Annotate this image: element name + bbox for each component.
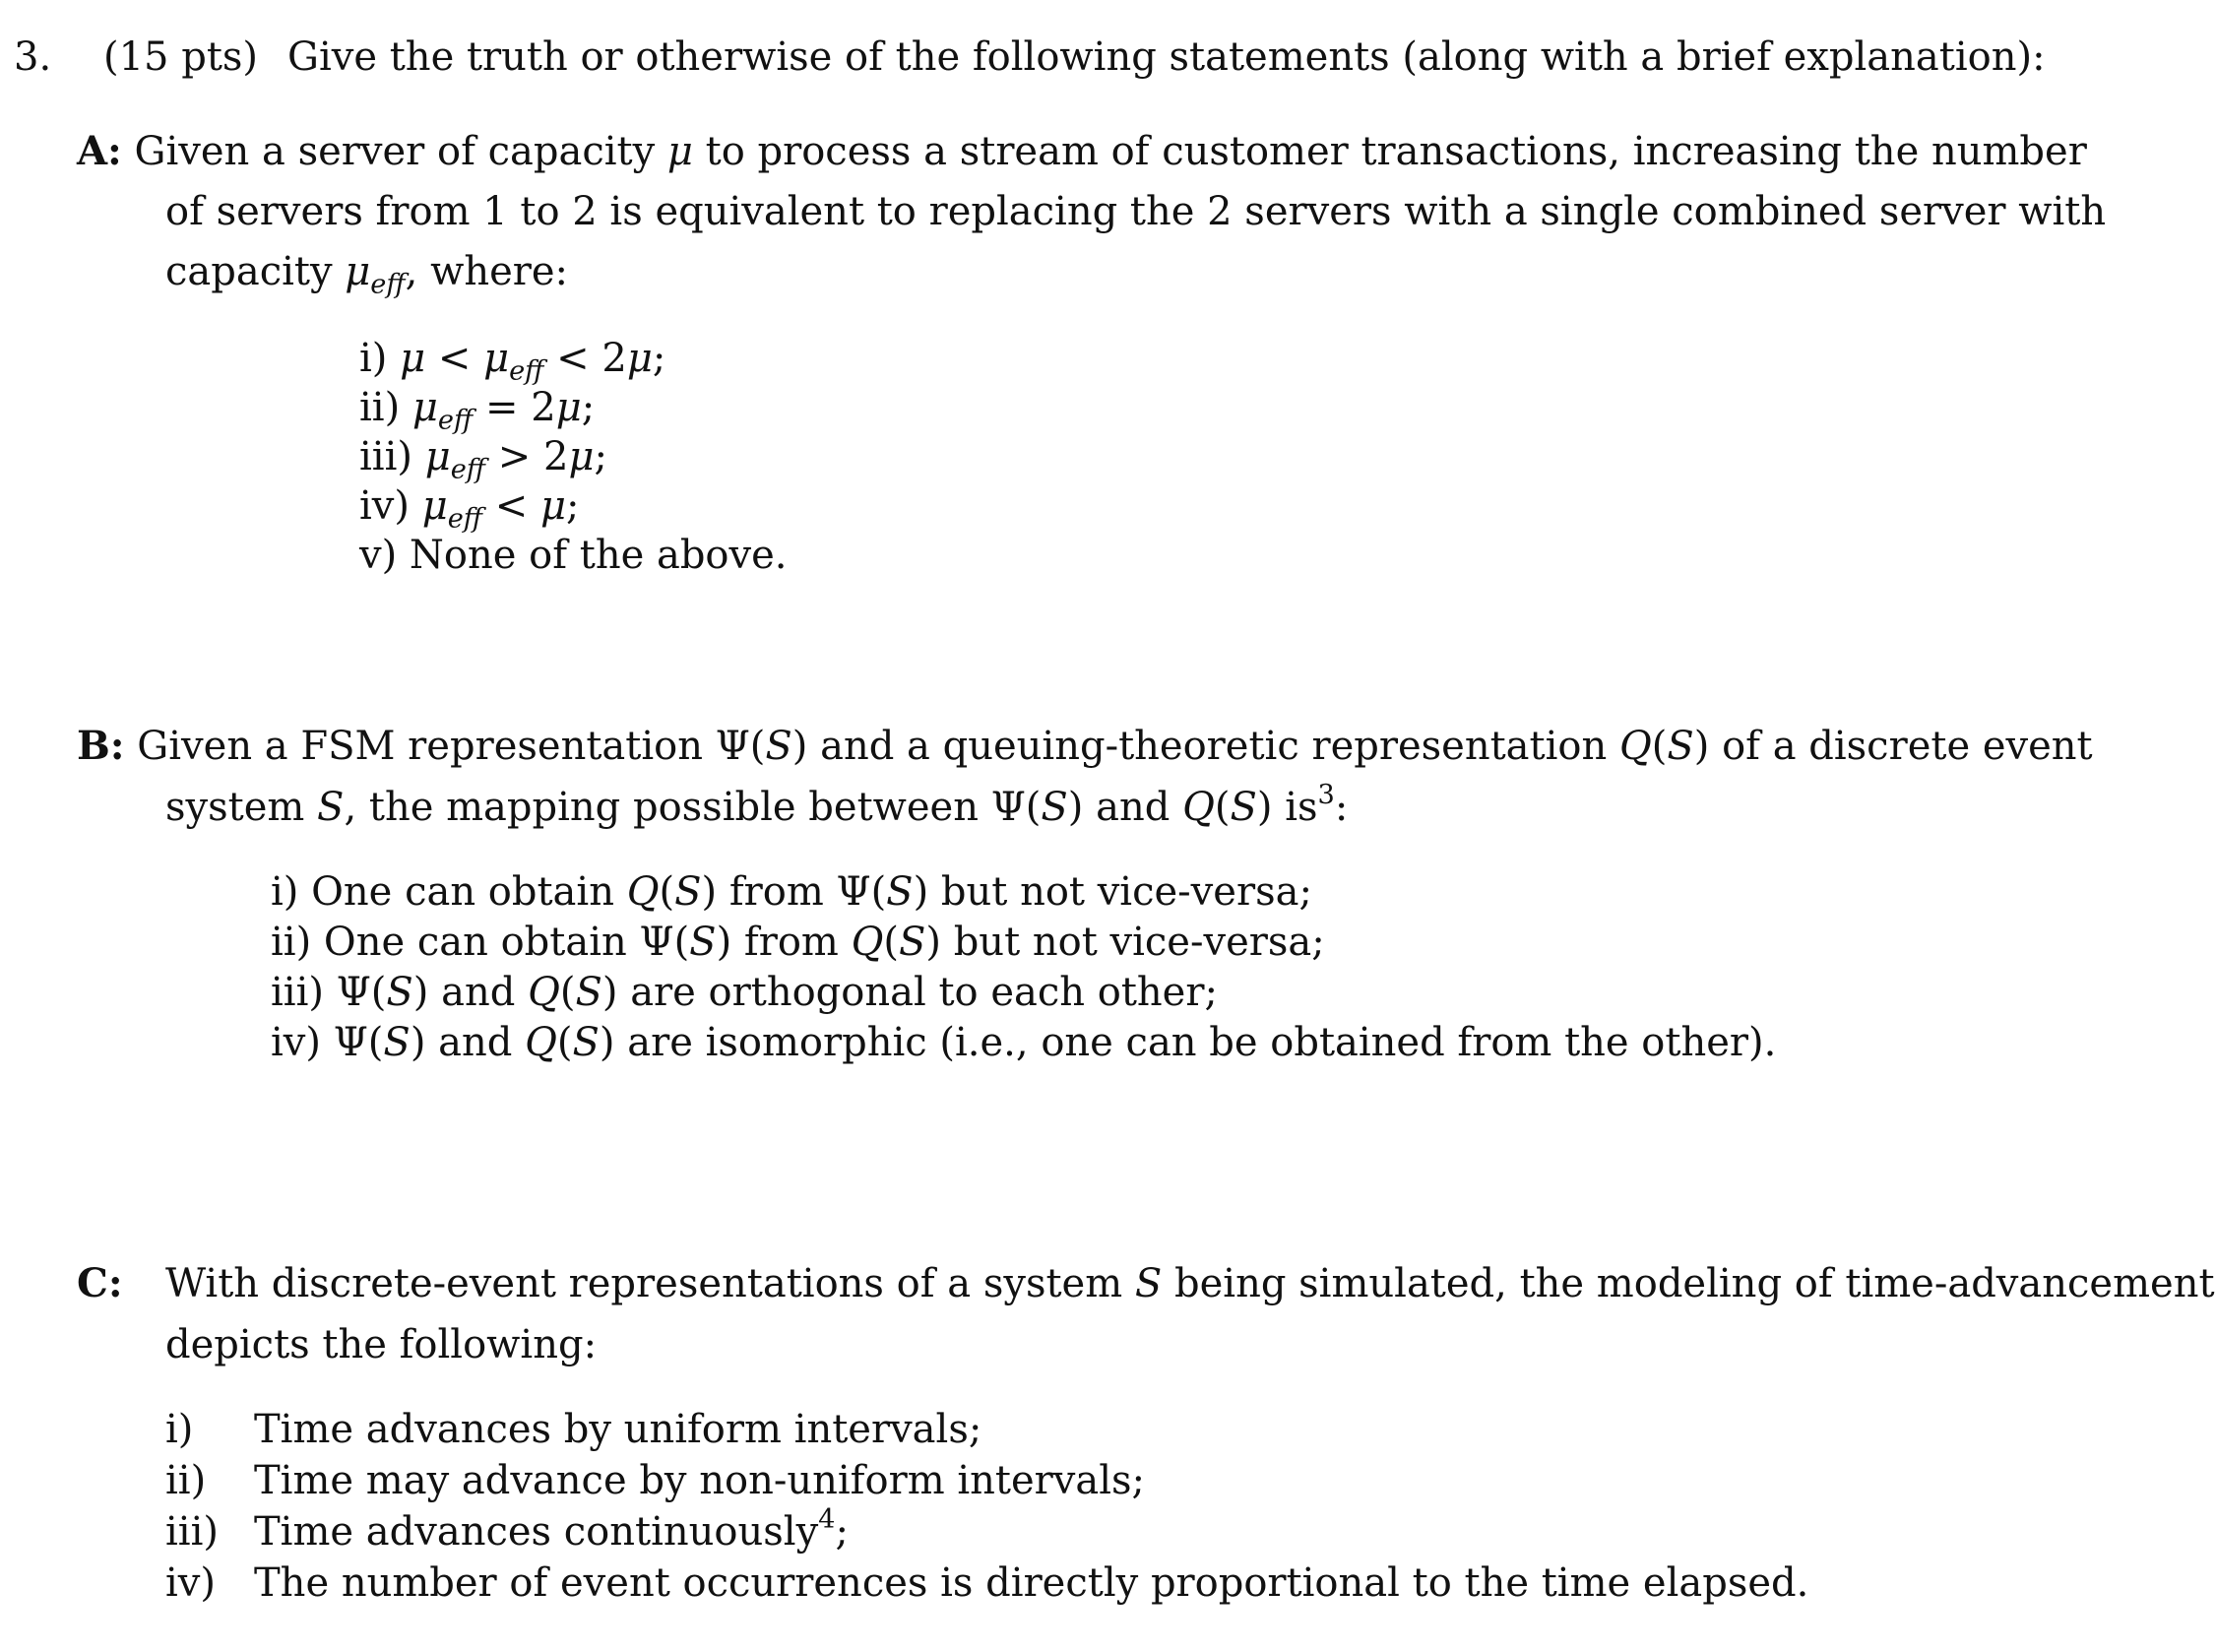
part-a-option-2: ii) $\mu_{eff} = 2\mu$; xyxy=(359,385,596,436)
part-c-label: C: xyxy=(77,1260,123,1306)
part-c-option-2-text: Time may advance by non-uniform intervals; xyxy=(254,1458,1145,1503)
part-b-option-2: ii) One can obtain Ψ(S) from Q(S) but not vice-versa; xyxy=(271,920,1325,965)
question-number: 3. xyxy=(14,34,52,80)
footnote-marker: 4 xyxy=(818,1504,836,1536)
part-c-option-2-label: ii) xyxy=(165,1458,207,1503)
part-a-label: A: xyxy=(77,128,122,174)
part-a-text: , where: xyxy=(405,249,569,294)
part-b-label: B: xyxy=(77,723,125,769)
part-a-option-1: i) $\mu < \mu_{eff} < 2\mu$; xyxy=(359,336,666,387)
part-c-line-1: With discrete-event representations of a system S being simulated, the modeling of time-advancement xyxy=(165,1261,2215,1306)
part-b-line-1: B: Given a FSM representation Ψ(S) and a queuing-theoretic representation Q(S) of a discrete event xyxy=(77,723,2093,769)
part-c-option-3-label: iii) xyxy=(165,1509,219,1555)
part-c-option-3-text: Time advances continuously$^4$; xyxy=(254,1504,849,1555)
part-a-option-3: iii) $\mu_{eff} > 2\mu$; xyxy=(359,434,607,485)
part-c-option-4-text: The number of event occurrences is directly proportional to the time elapsed. xyxy=(254,1560,1809,1606)
question-points: (15 pts) xyxy=(103,34,259,80)
part-a-text: to process a stream of customer transactions, increasing the number xyxy=(705,129,2087,174)
part-c-line-2: depicts the following: xyxy=(165,1322,598,1367)
part-b-option-1: i) One can obtain Q(S) from Ψ(S) but not vice-versa; xyxy=(271,869,1312,915)
footnote-marker: 3 xyxy=(1317,780,1335,811)
question-prompt: Give the truth or otherwise of the following statements (along with a brief explanation): xyxy=(287,34,2046,80)
mu-symbol: μ xyxy=(666,129,693,174)
part-b-line-2: system S, the mapping possible between Ψ(S) and Q(S) $is^3$: xyxy=(165,780,1349,830)
part-c-option-1-text: Time advances by uniform intervals; xyxy=(254,1407,982,1452)
part-b-option-3: iii) Ψ(S) and Q(S) are orthogonal to each other; xyxy=(271,970,1218,1015)
part-a-line-3 xyxy=(165,249,569,300)
part-b-option-4: iv) Ψ(S) and Q(S) are isomorphic (i.e., one can be obtained from the other). xyxy=(271,1020,1777,1065)
mu-eff-symbol: $\mu_{eff}$ xyxy=(345,249,406,300)
part-a-line-1 xyxy=(77,128,2087,174)
part-c-option-4-label: iv) xyxy=(165,1560,216,1606)
part-c-option-1-label: i) xyxy=(165,1407,194,1452)
part-a-option-4: iv) $\mu_{eff} < \mu$; xyxy=(359,483,580,535)
part-a-option-5: v) None of the above. xyxy=(359,533,788,578)
part-a-text: capacity xyxy=(165,249,333,294)
part-a-text: Given a server of capacity xyxy=(134,129,656,174)
part-a-line-2: of servers from 1 to 2 is equivalent to replacing the 2 servers with a single combined server with xyxy=(165,189,2107,234)
